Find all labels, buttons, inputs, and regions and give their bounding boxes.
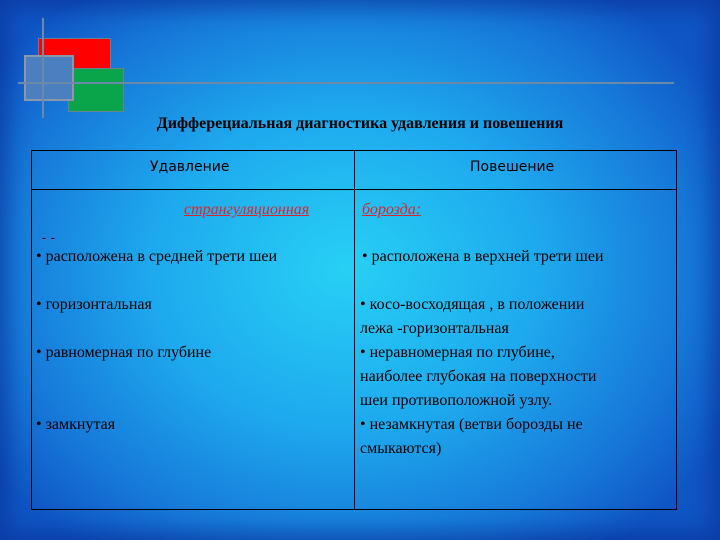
subheader-right: борозда:	[362, 201, 422, 218]
right-items-block	[360, 293, 670, 461]
column-divider	[354, 151, 355, 509]
left-item-depth: • равномерная по глубине	[36, 344, 212, 361]
left-item-location: • расположена в средней трети шеи	[36, 248, 278, 265]
dash-marker: --	[40, 231, 58, 246]
decor-green-square	[68, 68, 124, 112]
right-line-direction: • косо-восходящая , в положении	[360, 296, 585, 313]
right-item-location: • расположена в верхней трети шеи	[362, 248, 604, 265]
decor-horizontal-line	[18, 82, 674, 84]
slide-title: Дифферециальная диагностика удавления и повешения	[156, 115, 564, 132]
left-item-direction: • горизонтальная	[36, 296, 152, 313]
right-line-depth: • неравномерная по глубине,	[360, 344, 555, 361]
comparison-table	[31, 150, 677, 510]
decor-vertical-line	[42, 18, 44, 118]
decor-grey-square	[24, 55, 74, 101]
column-header-hanging: Повешение	[470, 159, 555, 175]
left-item-closure: • замкнутая	[36, 416, 116, 433]
column-header-strangulation: Удавление	[150, 159, 230, 175]
header-divider	[32, 189, 676, 190]
right-line-depth-cont1: наиболее глубокая на поверхности	[360, 368, 597, 385]
subheader-left: странгуляционная	[184, 201, 310, 218]
right-line-closure-cont: смыкаются)	[360, 440, 442, 457]
right-line-depth-cont2: шеи противоположной узлу.	[360, 392, 553, 409]
right-line-direction-cont: лежа -горизонтальная	[360, 320, 509, 337]
right-line-closure: • незамкнутая (ветви борозды не	[360, 416, 583, 433]
